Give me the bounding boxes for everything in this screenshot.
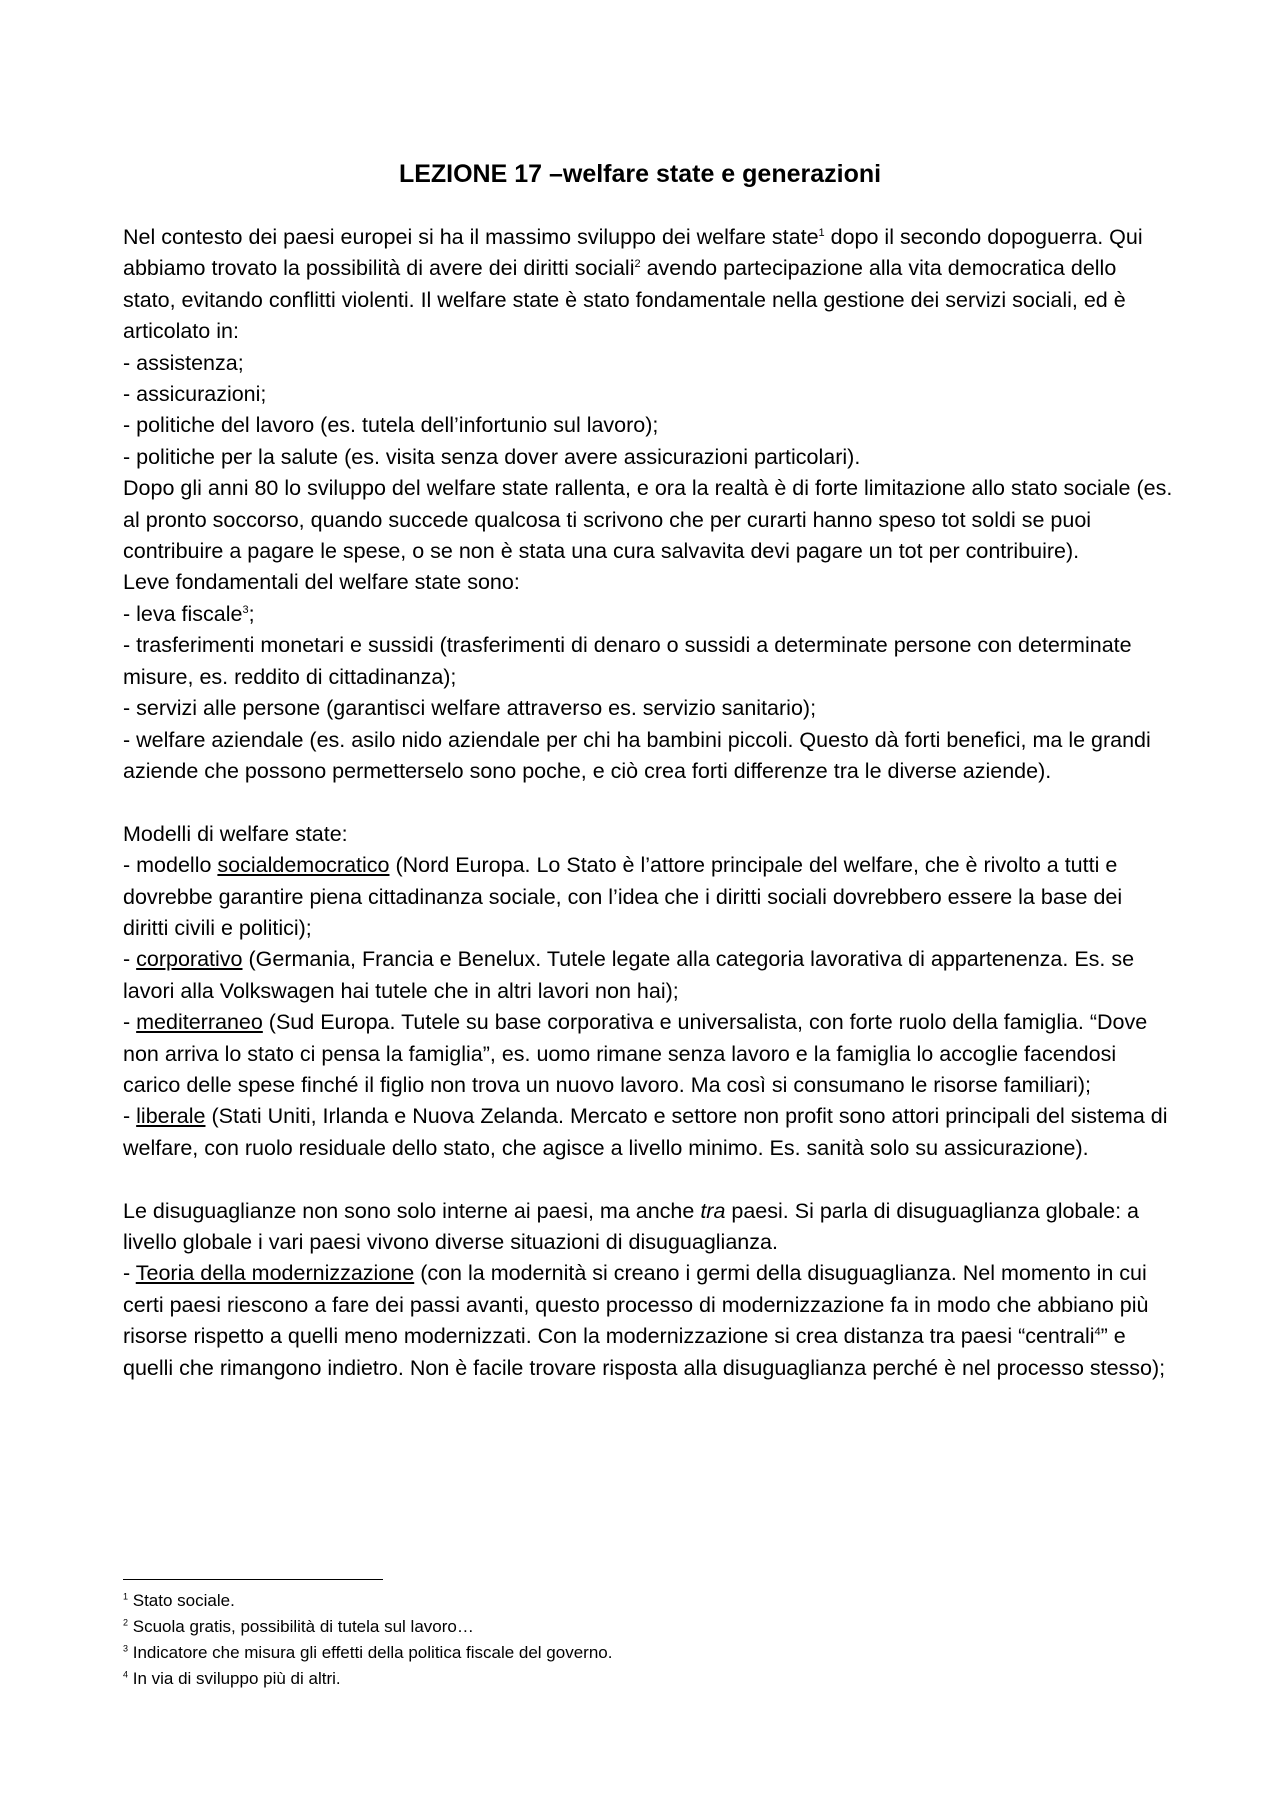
model-prefix: - modello [123,853,218,878]
page-title: LEZIONE 17 –welfare state e generazioni [398,160,882,188]
footnote-ref-3[interactable]: 3 [242,603,249,616]
intro-text-b: dopo il secondo dopoguerra. Qui abbiamo trovato la possibilità di avere dei diritti sociali [123,225,1143,281]
footnote-text: Scuola gratis, possibilità di tutela sul lavoro… [128,1617,474,1636]
footnote-ref-1[interactable]: 1 [818,226,825,239]
inequality-emphasis: tra [700,1198,726,1223]
intro-text-c: avendo partecipazione alla vita democratica dello stato, evitando conflitti violenti. Il welfare state è stato fondamentale nella gestione dei servizi sociali, ed è articolato in: [123,256,1126,344]
model-text: (Germania, Francia e Benelux. Tutele legate alla categoria lavorativa di appartenenza. Es. se lavori alla Volkswagen hai tutele che in altri lavori non hai); [123,947,1135,1003]
intro-text-a: Nel contesto dei paesi europei si ha il massimo sviluppo dei welfare state [123,225,819,249]
model-prefix: - [123,947,137,972]
footnote-number: 1 [123,1591,129,1602]
theory-item [123,1258,1173,1384]
list-item: - politiche del lavoro (es. tutela dell’infortunio sul lavoro); [123,413,659,438]
list-item: - trasferimenti monetari e sussidi (trasferimenti di denaro o sussidi a determinate persone con determinate misure, es. reddito di cittadinanza); [123,633,1132,689]
footnote-number: 4 [123,1669,129,1680]
footnote [123,1640,1173,1666]
model-text: (Stati Uniti, Irlanda e Nuova Zelanda. Mercato e settore non profit sono attori principali del sistema di welfare, con ruolo residuale dello stato, che agisce a livello minimo. Es. sanità solo su assicurazione). [123,1104,1168,1160]
model-text: (Nord Europa. Lo Stato è l’attore principale del welfare, che è rivolto a tutti e dovrebbe garantire piena cittadinanza sociale, con l’idea che i diritti sociali dovrebbero essere la base dei diritti civili e politici); [123,853,1123,940]
footnote-ref-4[interactable]: 4 [1094,1326,1101,1339]
leve-heading: Leve fondamentali del welfare state sono: [123,570,520,595]
model-prefix: - [123,1010,137,1035]
model-term: socialdemocratico [217,853,390,878]
footnotes [123,1588,1173,1692]
model-prefix: - [123,1104,137,1129]
footnote-number: 2 [123,1617,129,1628]
footnote [123,1666,1173,1692]
theory-text-b: ” e quelli che rimangono indietro. Non è facile trovare risposta alla disuguaglianza perché è nel processo stesso); [123,1324,1166,1380]
paragraph-gap [123,1164,1173,1195]
inequality-text-b: paesi. Si parla di disuguaglianza globale: a livello globale i vari paesi vivono diverse situazioni di disuguaglianza. [123,1198,1139,1254]
list-item [123,599,1173,630]
footnote-text: Stato sociale. [128,1591,235,1610]
list-item: - politiche per la salute (es. visita senza dover avere assicurazioni particolari). [123,444,861,469]
model-text: (Sud Europa. Tutele su base corporativa e universalista, con forte ruolo della famiglia. “Dove non arriva lo stato ci pensa la famiglia”, es. uomo rimane senza lavoro e la famiglia lo accoglie facendosi carico delle spese finché il figlio non trova un nuovo lavoro. Ma così si consumano le risorse familiari); [123,1010,1148,1097]
model-term: mediterraneo [136,1010,263,1035]
footnote [123,1588,1173,1614]
inequality-text-a: Le disuguaglianze non sono solo interne ai paesi, ma anche [123,1198,701,1223]
list-item: - servizi alle persone (garantisci welfare attraverso es. servizio sanitario); [123,696,817,721]
theory-prefix: - [123,1261,136,1286]
footnote-text: Indicatore che misura gli effetti della politica fiscale del governo. [128,1643,613,1662]
model-term: corporativo [136,947,243,972]
footnote-separator [123,1579,383,1580]
model-item [123,850,1173,944]
model-item [123,1101,1173,1164]
list-item: - welfare aziendale (es. asilo nido aziendale per chi ha bambini piccoli. Questo dà forti benefici, ma le grandi aziende che possono permetterselo sono poche, e ciò crea forti differenze tra le diverse aziende). [123,727,1151,783]
leve-item-text: - leva fiscale [123,601,243,626]
footnote-ref-2[interactable]: 2 [634,258,641,271]
models-heading: Modelli di welfare state: [123,821,348,846]
list-item: - assistenza; [123,350,244,375]
footnote-text: In via di sviluppo più di altri. [128,1669,341,1688]
theory-text-a: (con la modernità si creano i germi della disuguaglianza. Nel momento in cui certi paesi riescono a fare dei passi avanti, questo processo di modernizzazione fa in modo che abbiano più risorse rispetto a quelli meno modernizzati. Con la modernizzazione si crea distanza tra paesi “centrali [123,1261,1149,1349]
model-term: liberale [136,1104,206,1129]
document-body [123,222,1173,1384]
footnote [123,1614,1173,1640]
intro-paragraph [123,222,1173,348]
model-item [123,944,1173,1007]
footnote-number: 3 [123,1643,129,1654]
paragraph-gap [123,787,1173,818]
leve-item-end: ; [248,601,255,626]
list-item: - assicurazioni; [123,382,267,407]
paragraph-decline: Dopo gli anni 80 lo sviluppo del welfare state rallenta, e ora la realtà è di forte limitazione allo stato sociale (es. al pronto soccorso, quando succede qualcosa ti scrivono che per curarti hanno speso tot soldi se puoi contribuire a pagare le spese, o se non è stata una cura salvavita devi pagare un tot per contribuire). [123,476,1173,564]
theory-term: Teoria della modernizzazione [135,1261,415,1286]
model-item [123,1007,1173,1101]
inequality-paragraph [123,1196,1173,1259]
